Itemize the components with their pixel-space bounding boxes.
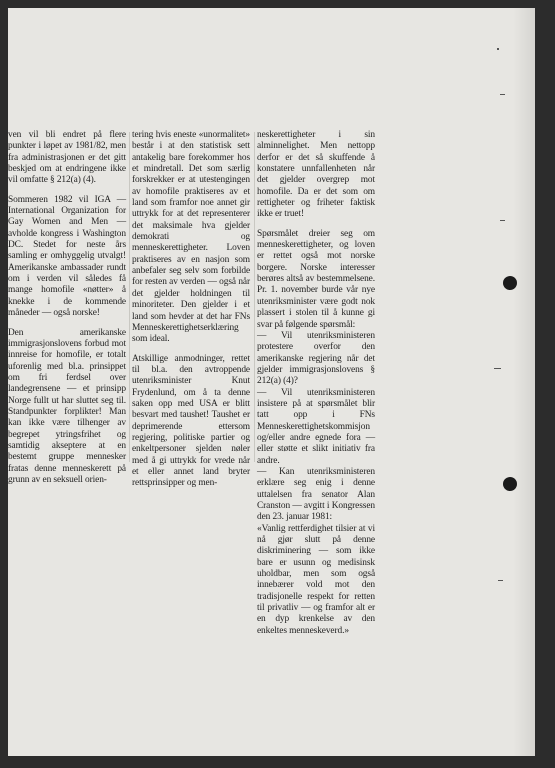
punch-hole: [503, 477, 517, 491]
punch-hole: [503, 276, 517, 290]
paragraph: neskerettigheter i sin alminnelighet. Men nettopp derfor er det så skuffende å konstatere unnfallenheten når det gjelder overgrep mot homofile. Da er det som om rettigheter og friheter faktisk ikke er truet!: [257, 130, 375, 220]
page-edge-shadow: [513, 8, 535, 756]
column-separator: [254, 132, 255, 462]
paragraph: Sommeren 1982 vil IGA — International Organization for Gay Women and Men — avholde kongress i Washington DC. Stedet for neste års samling er omhyggelig utvalgt! Amerikanske ambassader rundt om i verden vil således få mange homofile «nøtter» å knekke i de kommende måneder — også norske!: [8, 194, 126, 319]
paragraph: tering hvis eneste «unormalitet» består i at den statistisk sett antakelig bare forekommer hos et mindretall. Det som særlig forskrekker er at utestengingen av homofile praktiseres av et land som framfor noe annet gir uttrykk for at det representerer det maksimale hva gjelder demokrati og menneskerettigheter. Loven praktiseres av en nasjon som anbefaler seg selv som forbilde for resten av verden — også når det gjelder holdningen til minoriteter. Den gjelder i et land som hevder at det har FNs Menneskerettighetserklæring som ideal.: [132, 130, 250, 345]
paragraph: — Kan utenriksministeren erklære seg enig i denne uttalelsen fra senator Alan Cranston — avgitt i Kongressen den 23. januar 1981:: [257, 466, 375, 523]
paragraph: — Vil utenriksministeren protestere overfor den amerikanske regjering når det gjelder immigrasjonslovens § 212(a) (4)?: [257, 330, 375, 387]
margin-tick: [494, 368, 501, 369]
margin-tick: [498, 580, 503, 581]
margin-tick: [500, 220, 505, 221]
column-separator: [129, 132, 130, 462]
paragraph: Atskillige anmodninger, rettet til bl.a. den avtroppende utenriksminister Knut Frydenlund, om å ta denne saken opp med USA er blitt besvart med taushet! Taushet er deprimerende ettersom regjering, politiske partier og enkeltpersoner sjelden nøler med å gi uttrykk for vrede når et eller annet land bryter rettsprinsipper og men-: [132, 353, 250, 489]
quote-paragraph: «Vanlig rettferdighet tilsier at vi nå gjør slutt på denne diskriminering — som ikke bare er usunn og medisinsk uholdbar, men som også innebærer vold mot den tradisjonelle respekt for retten til privatliv — og framfor alt er en dyp krenkelse av den enkeltes menneskeverd.»: [257, 523, 375, 636]
article-column-3: [257, 130, 375, 637]
paragraph: ven vil bli endret på flere punkter i løpet av 1981/82, men fra administrasjonen er det gitt beskjed om at endringene ikke vil omfatte § 212(a) (4).: [8, 130, 126, 186]
paragraph: — Vil utenriksministeren insistere på at spørsmålet blir tatt opp i FNs Menneskerettighetskommisjon og/eller andre egnede fora — eller støtte et slikt initiativ fra andre.: [257, 387, 375, 466]
paragraph: Spørsmålet dreier seg om menneskerettigheter, og loven er rettet også mot norske borgere. Norske interesser berøres altså av bestemmelsene. Pr. 1. november burde vår nye utenriksminister være godt nok plassert i stolen til å kunne gi svar på følgende spørsmål:: [257, 228, 375, 330]
margin-speck: [497, 48, 499, 50]
scanned-page: [8, 8, 535, 756]
margin-tick: [500, 94, 505, 95]
paragraph: Den amerikanske immigrasjonslovens forbud mot innreise for homofile, er totalt uforenlig med bl.a. prinsippet om fri ferdsel over landegrensene — et prinsipp Norge fullt ut har sluttet seg til. Standpunkter forplikter! Man kan ikke være tilhenger av begrepet ytringsfrihet og samtidig akseptere at en bestemt gruppe mennesker fratas denne menneskerett på grunn av en seksuell orien-: [8, 327, 126, 485]
article-column-1: [8, 130, 126, 494]
article-column-2: [132, 130, 250, 498]
